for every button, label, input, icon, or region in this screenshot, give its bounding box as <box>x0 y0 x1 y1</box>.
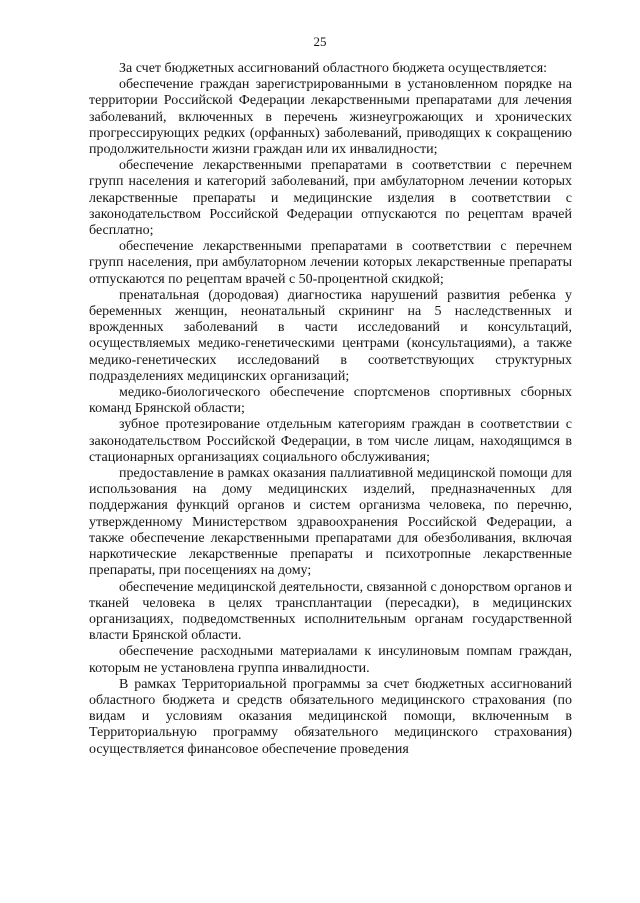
paragraph-prenatal-diagnostics: пренатальная (дородовая) диагностика нарушений развития ребенка у беременных женщин, неонатальный скрининг на 5 наследственных и врожденных заболеваний в части исследований и консультаций, осуществляемых медико-генетическими центрами (консультациями), а также медико-генетических исследований в соответствующих структурных подразделениях медицинских организаций; <box>89 287 572 384</box>
paragraph-sports-medicine: медико-биологического обеспечение спортсменов спортивных сборных команд Брянской области; <box>89 385 572 417</box>
paragraph-free-prescriptions: обеспечение лекарственными препаратами в соответствии с перечнем групп населения и категорий заболеваний, при амбулаторном лечении которых лекарственные препараты и медицинские изделия в соответствии с законодательством Российской Федерации отпускаются по рецептам врачей бесплатно; <box>89 158 572 239</box>
paragraph-insulin-pumps: обеспечение расходными материалами к инсулиновым помпам граждан, которым не установлена группа инвалидности. <box>89 644 572 676</box>
paragraph-palliative-care: предоставление в рамках оказания паллиативной медицинской помощи для использования на дому медицинских изделий, предназначенных для поддержания функций органов и систем организма человека, по перечню, утвержденному Министерством здравоохранения Российской Федерации, а также обеспечение лекарственными препаратами для обезболивания, включая наркотические лекарственные препараты и психотропные лекарственные препараты, при посещениях на дому; <box>89 466 572 579</box>
paragraph-discount-prescriptions: обеспечение лекарственными препаратами в соответствии с перечнем групп населения, при амбулаторном лечении которых лекарственные препараты отпускаются по рецептам врачей с 50-процентной скидкой; <box>89 239 572 287</box>
paragraph-organ-donation: обеспечение медицинской деятельности, связанной с донорством органов и тканей человека в целях трансплантации (пересадки), в медицинских организациях, подведомственных исполнительным органам государственной власти Брянской области. <box>89 579 572 644</box>
paragraph-dental-prosthetics: зубное протезирование отдельным категориям граждан в соответствии с законодательством Российской Федерации, в том числе лицам, находящимся в стационарных организациях социального обслуживания; <box>89 417 572 465</box>
paragraph-territorial-program: В рамках Территориальной программы за счет бюджетных ассигнований областного бюджета и средств обязательного медицинского страхования (по видам и условиям оказания медицинской помощи, включенным в Территориальную программу обязательного медицинского страхования) осуществляется финансовое обеспечение проведения <box>89 676 572 757</box>
paragraph-orphan-diseases-drugs: обеспечение граждан зарегистрированными в установленном порядке на территории Российской Федерации лекарственными препаратами для лечения заболеваний, включенных в перечень жизнеугрожающих и хронических прогрессирующих редких (орфанных) заболеваний, приводящих к сокращению продолжительности жизни граждан или их инвалидности; <box>89 77 572 158</box>
document-body <box>89 61 572 758</box>
paragraph-funding-intro: За счет бюджетных ассигнований областного бюджета осуществляется: <box>119 61 548 76</box>
page-number: 25 <box>313 34 327 49</box>
